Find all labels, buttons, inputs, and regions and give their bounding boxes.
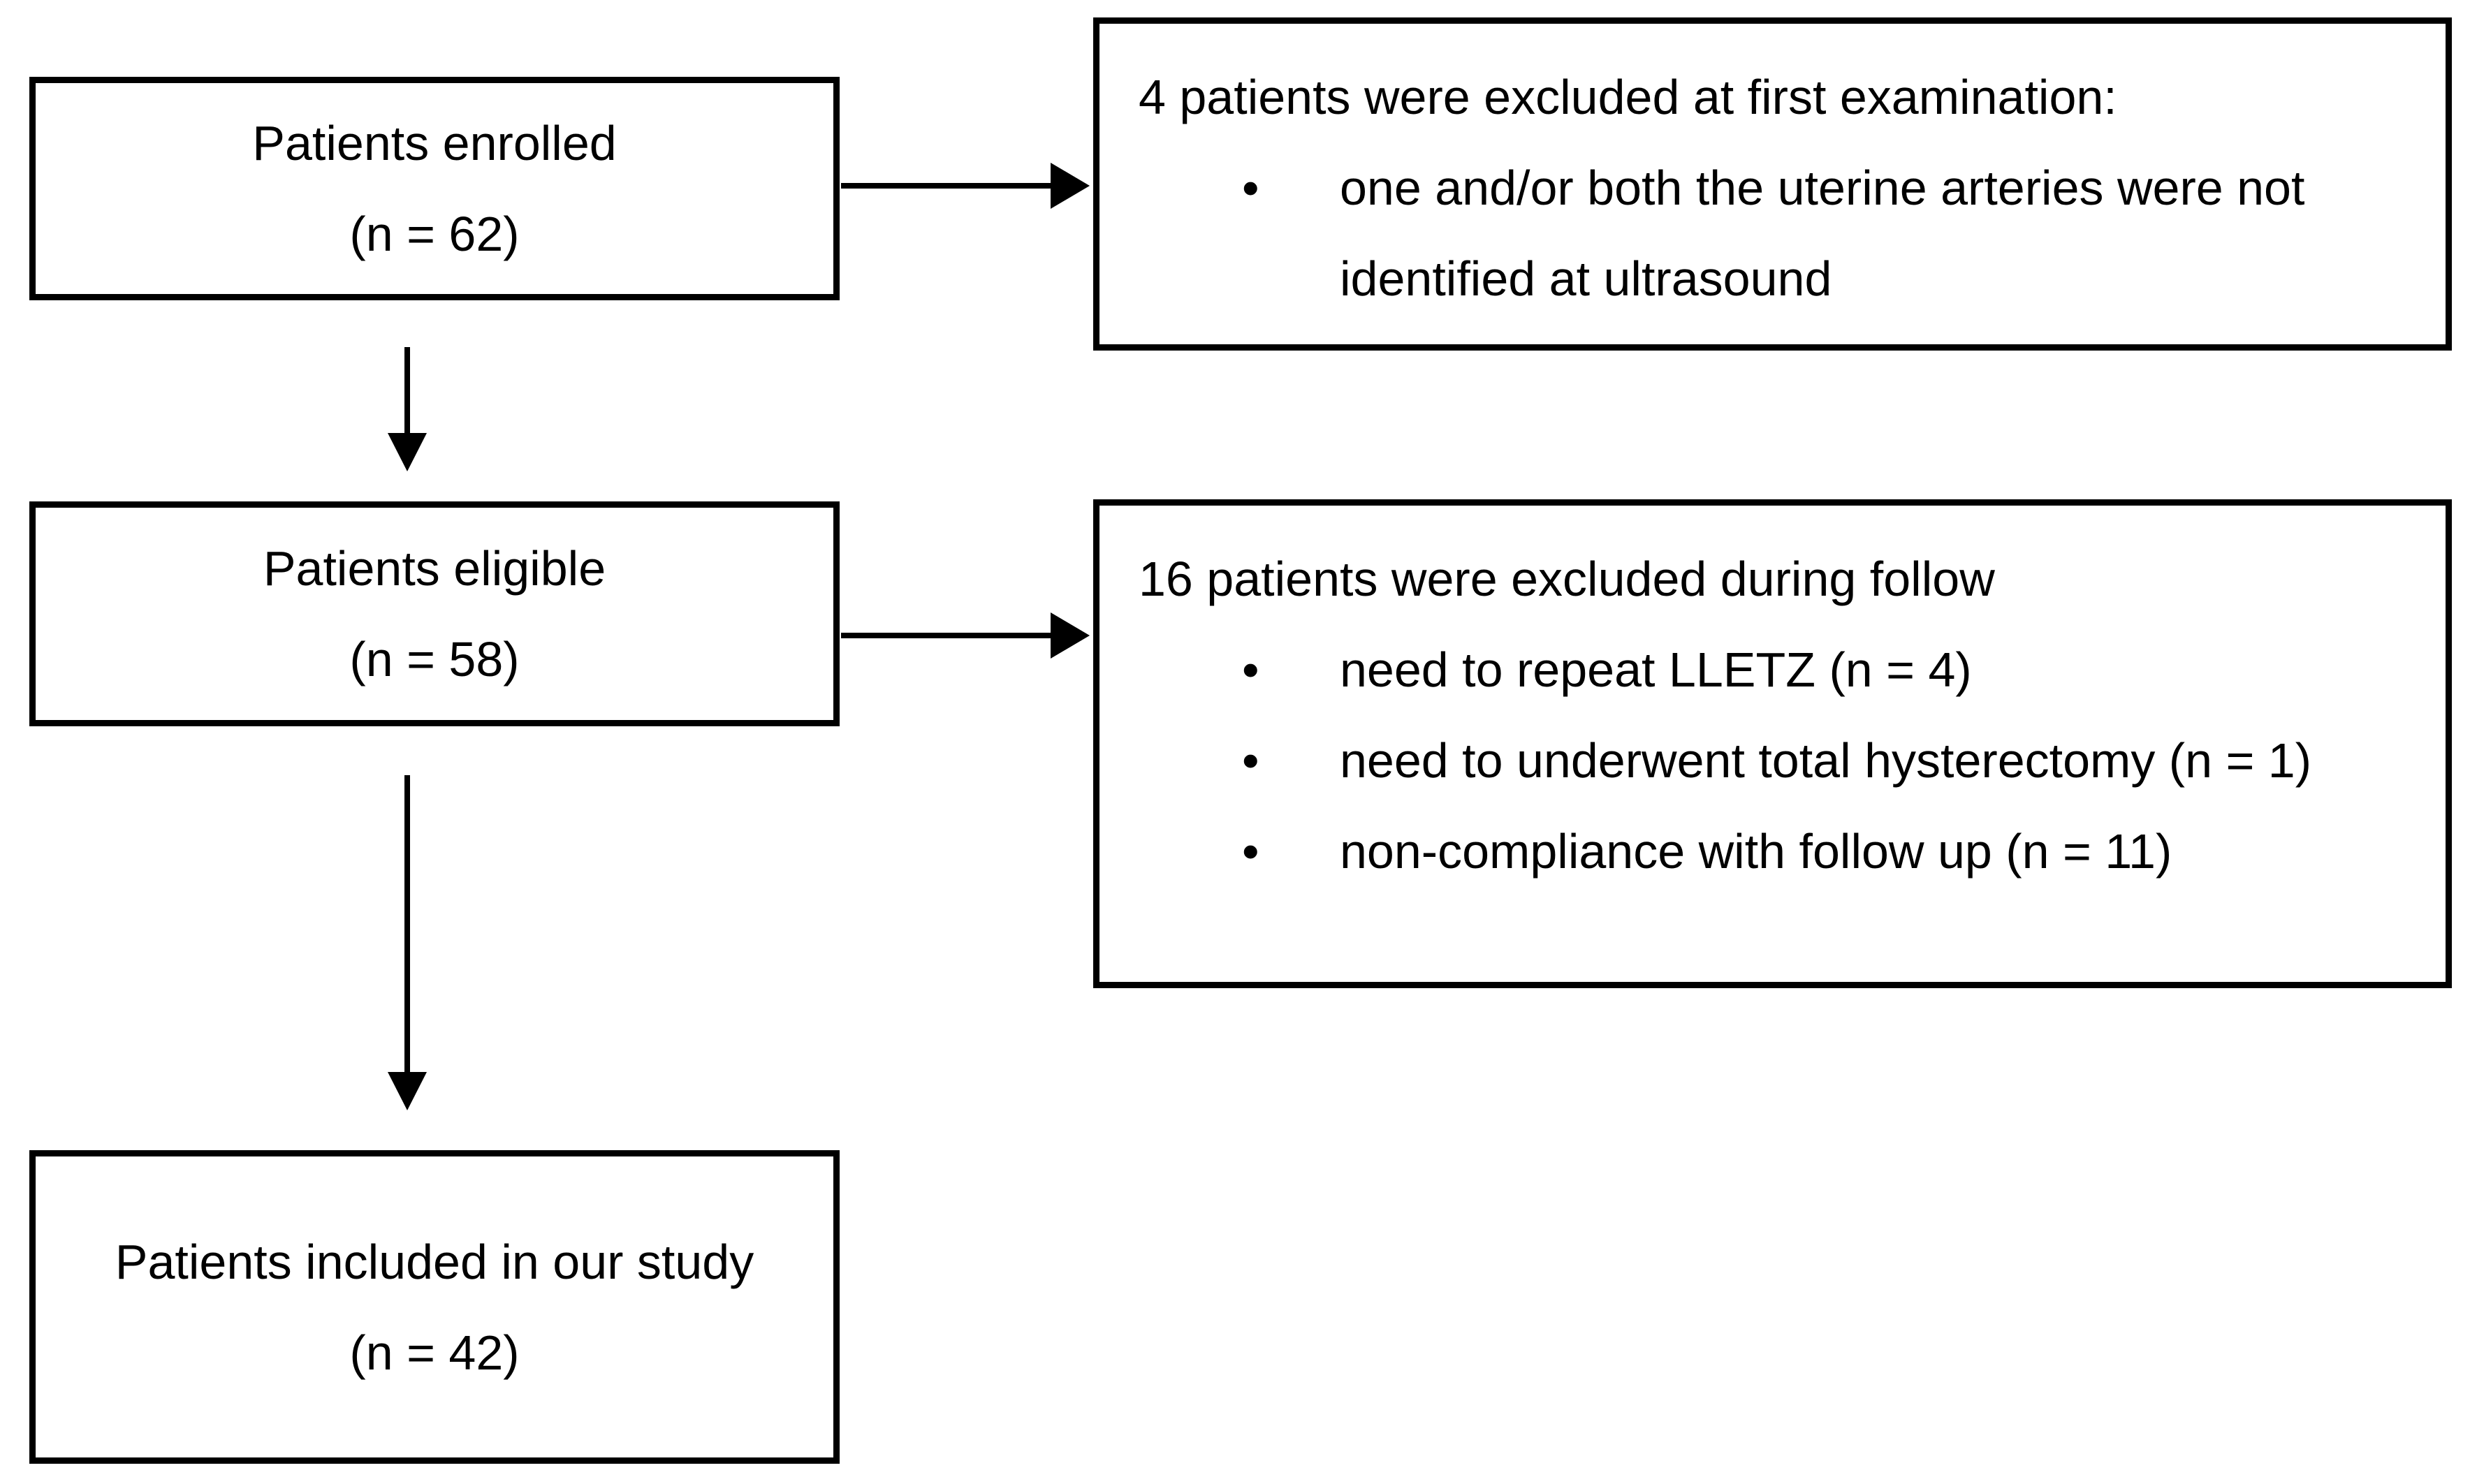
arrowhead-down-icon bbox=[388, 1072, 427, 1110]
arrow-shaft bbox=[404, 347, 410, 433]
arrowhead-right-icon bbox=[1051, 163, 1090, 209]
arrow-eligible-to-included bbox=[388, 775, 427, 1110]
node-patients-included bbox=[29, 1150, 840, 1464]
arrow-shaft bbox=[841, 633, 1051, 638]
arrowhead-down-icon bbox=[388, 433, 427, 471]
arrow-shaft bbox=[404, 775, 410, 1072]
list-item bbox=[1139, 806, 2418, 897]
list-item bbox=[1139, 624, 2418, 715]
bullet-text: need to underwent total hysterectomy (n = 1) bbox=[1340, 733, 2312, 788]
node-excluded-at-first-examination bbox=[1093, 17, 2452, 351]
arrow-enrolled-to-eligible bbox=[388, 347, 427, 471]
bullet-text: non-compliance with follow up (n = 11) bbox=[1340, 824, 2172, 879]
node-count: (n = 58) bbox=[349, 632, 520, 686]
bullet-dot-icon: • bbox=[1242, 733, 1259, 788]
node-count: (n = 62) bbox=[349, 207, 520, 261]
list-item bbox=[1139, 142, 2418, 324]
node-label: Patients included in our study bbox=[115, 1234, 754, 1289]
bullet-dot-icon: • bbox=[1242, 161, 1259, 215]
list-item bbox=[1139, 715, 2418, 806]
node-label: Patients enrolled bbox=[252, 116, 617, 170]
node-title: 16 patients were excluded during follow bbox=[1139, 552, 1995, 606]
bullet-dot-icon: • bbox=[1242, 824, 1259, 879]
node-patients-enrolled bbox=[29, 77, 840, 300]
bullet-dot-icon: • bbox=[1242, 642, 1259, 697]
node-excluded-during-followup bbox=[1093, 499, 2452, 988]
node-count: (n = 42) bbox=[349, 1325, 520, 1380]
node-patients-eligible bbox=[29, 501, 840, 726]
bullet-text: one and/or both the uterine arteries were not identified at ultrasound bbox=[1340, 161, 2305, 306]
bullet-text: need to repeat LLETZ (n = 4) bbox=[1340, 642, 1972, 697]
arrowhead-right-icon bbox=[1051, 612, 1090, 659]
arrow-enrolled-to-excluded-first bbox=[841, 163, 1090, 209]
node-label: Patients eligible bbox=[263, 541, 606, 596]
arrow-eligible-to-excluded-followup bbox=[841, 612, 1090, 659]
node-title: 4 patients were excluded at first examination: bbox=[1139, 70, 2117, 124]
arrow-shaft bbox=[841, 183, 1051, 189]
